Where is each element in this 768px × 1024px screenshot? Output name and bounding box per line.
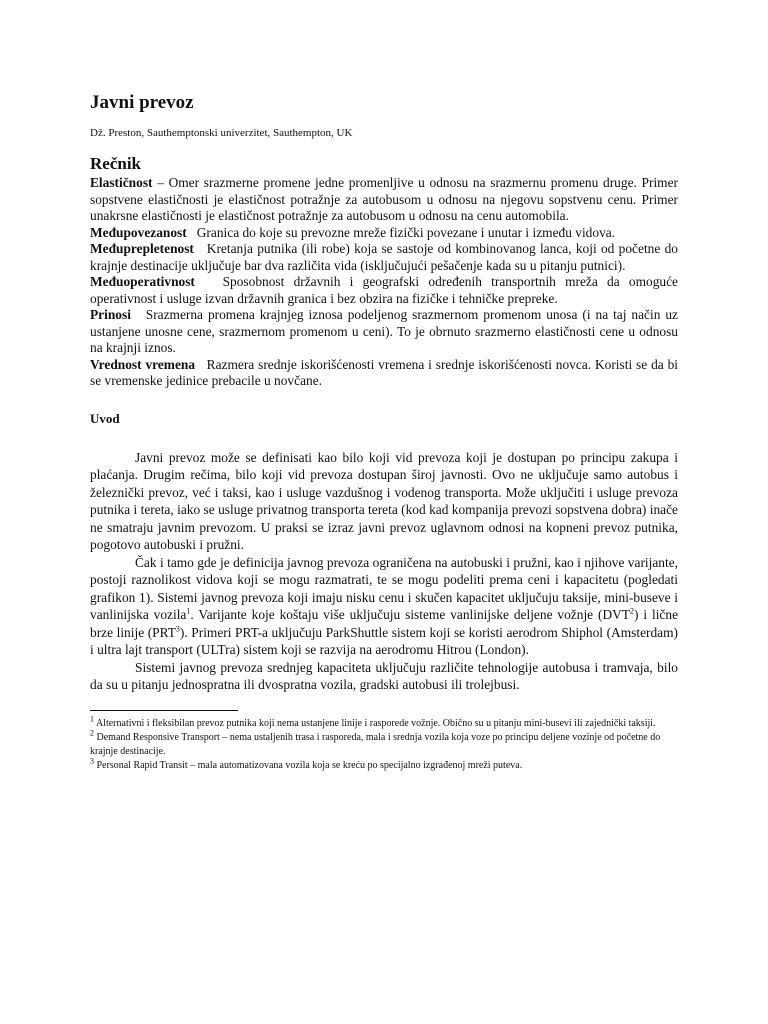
glossary-entry	[90, 357, 678, 390]
glossary-entry	[90, 225, 678, 242]
glossary-term: Međupovezanost	[90, 224, 187, 240]
footnote	[90, 714, 678, 731]
footnote-text: Personal Rapid Transit – mala automatizovana vozila koja se kreću po specijalno izgrađenoj mreži puteva.	[96, 759, 523, 771]
intro-paragraph-2	[90, 554, 678, 659]
glossary-entry	[90, 241, 678, 274]
page-title: Javni prevoz	[90, 92, 194, 113]
footnote-text: Demand Responsive Transport – nema ustaljenih trasa i rasporeda, mala i srednja vozila koja voze po principu deljene vozinje od početne do krajnje destinacije.	[90, 731, 661, 757]
footnote	[90, 756, 678, 773]
glossary-definition: Srazmerna promena krajnjeg iznosa podeljenog srazmernom promenom unosa (i na taj način uz ustanjene unosne cene, srazmernom promenom u ceni). To je obrnuto srazmerno elastičnosti cene u odnosu na krajnji iznos.	[90, 307, 678, 355]
glossary-entry	[90, 307, 678, 357]
footnote-mark: 3	[90, 756, 94, 766]
intro-paragraph-1: Javni prevoz može se definisati kao bilo koji vid prevoza koji je dostupan po principu zakupa i plaćanja. Drugim rečima, bilo koji vid prevoza dostupan široj javnosti. Ovo ne uključuje samo autobus i železnički prevoz, već i taksi, kao i usluge vazdušnog i vodenog transporta. Može uključiti i usluge prevoza putnika i tereta, iako se usluge privatnog transporta tereta (kod kad kompanija prevozi sopstvena dobra) inače ne smatraju javnim prevozom. U praksi se izraz javni prevoz uglavnom odnosi na kopneni prevoz putnika, pogotovo autobuski i pružni.	[90, 449, 678, 552]
glossary-term: Vrednost vremena	[90, 356, 196, 372]
glossary-separator	[194, 241, 207, 256]
glossary-definition: Razmera srednje iskorišćenosti vremena i srednje iskorišćenosti novca. Koristi se da bi se vremenske jedinice prebacile u novčane.	[90, 356, 679, 388]
footnote-mark: 1	[90, 714, 94, 724]
author-line: Dž. Preston, Sauthemptonski univerzitet, Sauthempton, UK	[90, 127, 353, 139]
paragraph-text: Čak i tamo gde je definicija javnog prevoza ograničena na autobuski i pružni, kao i njihove varijante, postoji raznolikost vidova koji se mogu razmatrati, te se mogu podeliti prema ceni i kapacitetu (pogledati grafikon 1). Sistemi javnog prevoza koji imaju nisku cenu i skučen kapacitet uključuju taksije, mini-buseve i vanlinijska vozila	[90, 554, 678, 622]
footnote-ref[interactable]: 1	[186, 606, 191, 616]
footnotes	[90, 714, 678, 773]
intro-paragraph-3: Sistemi javnog prevoza srednjeg kapaciteta uključuju različite tehnologije autobusa i tramvaja, bilo da su u pitanju jednospratna ili dvospratna vozila, gradski autobusi ili trolejbusi.	[90, 659, 678, 692]
glossary-term: Međuprepletenost	[90, 241, 194, 256]
paragraph-text: . Varijante koje koštaju više uključuju sisteme vanlinijske deljene vožnje (DVT	[190, 607, 630, 622]
glossary-definition: Omer srazmerne promene jedne promenljive u odnosu na srazmernu promenu druge. Primer sopstvene elastičnosti je elastičnost potražnje za autobusom u odnosu na njegovu sopstvenu cenu. Primer unakrsne elastičnosti je elastičnost potražnje za autobusom u odnosu na cenu automobila.	[90, 175, 678, 223]
footnote-mark: 2	[90, 728, 94, 738]
footnote	[90, 728, 678, 759]
glossary-definition: Sposobnost državnih i geografski određenih transportnih mreža da omoguće operativnost i usluge izvan državnih granica i bez obzira na fizičke i tehničke prepreke.	[90, 274, 678, 306]
glossary-separator	[131, 307, 146, 322]
footnote-separator	[90, 710, 238, 711]
glossary-term: Prinosi	[90, 307, 131, 322]
glossary-separator	[195, 274, 223, 289]
glossary-entry	[90, 175, 678, 225]
glossary-definition: Kretanja putnika (ili robe) koja se sastoje od kombinovanog lanca, koji od početne do krajnje destinacije uključuje bar dva različita vida (isključujući pešačenje kada su u pitanju putnici).	[90, 241, 678, 273]
glossary-separator	[195, 357, 207, 372]
footnote-ref[interactable]: 2	[630, 606, 634, 616]
paragraph-text: ). Primeri PRT-a uključuju ParkShuttle sistem koji se koristi aerodrom Shiphol (Amsterdam) i ultra lajt transport (ULTra) sistem koji se razvija na aerodromu Hitrou (London).	[90, 624, 678, 657]
paragraph-text: ) i lične brze linije (PRT	[90, 607, 679, 640]
glossary-definition: Granica do koje su prevozne mreže fizički povezane i unutar i između vidova.	[196, 224, 616, 240]
glossary-separator: –	[152, 175, 169, 190]
footnote-text: Alternativni i fleksibilan prevoz putnika koji nema ustanjene linije i rasporede vožnje. Obično su u pitanju mini-busevi ili zajednički taksiji.	[95, 717, 656, 729]
document-body	[90, 92, 678, 773]
glossary-heading: Rečnik	[90, 154, 141, 173]
glossary-list	[90, 175, 678, 390]
glossary-term: Međuoperativnost	[90, 274, 195, 289]
glossary-separator	[187, 225, 197, 240]
intro-heading: Uvod	[90, 410, 120, 426]
footnote-ref[interactable]: 3	[175, 624, 180, 634]
glossary-entry	[90, 274, 678, 307]
glossary-term: Elastičnost	[90, 175, 153, 190]
